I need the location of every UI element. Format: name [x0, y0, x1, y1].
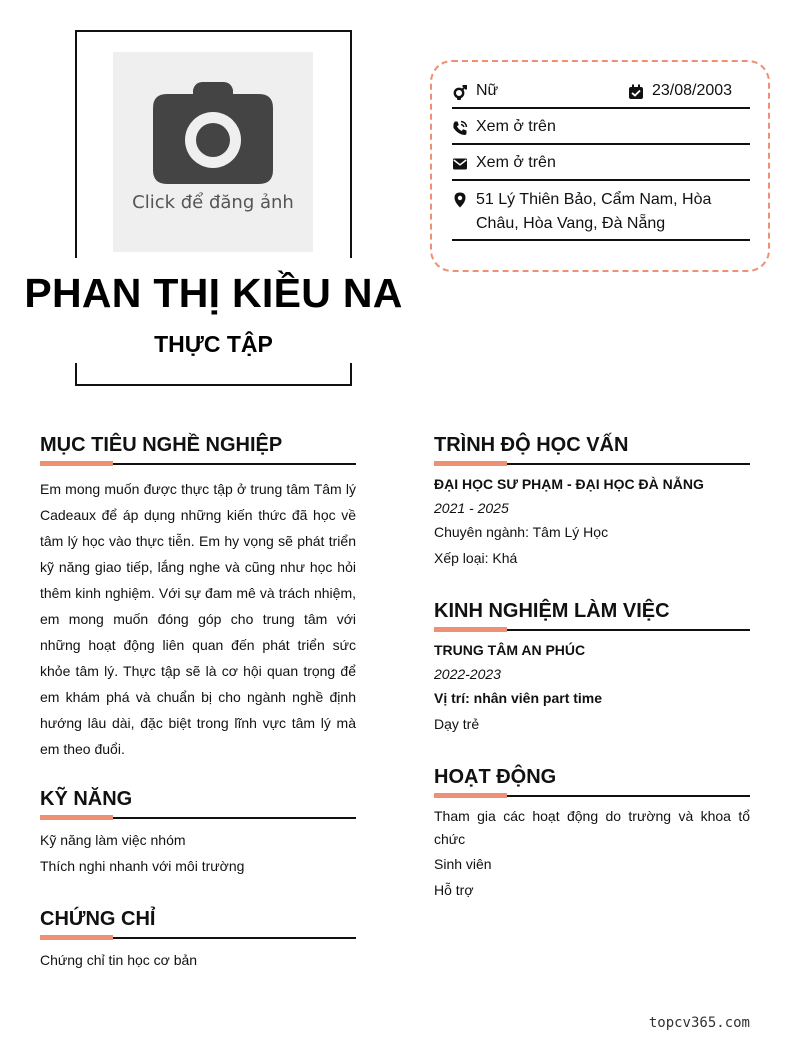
certificates-title: CHỨNG CHỈ — [40, 908, 156, 930]
education-major: Chuyên ngành: Tâm Lý Học — [434, 524, 609, 540]
contact-row-email — [452, 156, 750, 181]
candidate-position: THỰC TẬP — [154, 331, 273, 357]
objective-accent — [40, 461, 113, 466]
phone-value: Xem ở trên — [476, 118, 556, 135]
location-pin-icon — [452, 192, 468, 208]
skill-item: Kỹ năng làm việc nhóm — [40, 832, 186, 848]
objective-text: Em mong muốn được thực tập ở trung tâm Tâm lý Cadeaux để áp dụng những kiến thức đã học về tâm lý học vào thực tiễn. Em hy vọng sẽ phát triển kỹ năng giao tiếp, lắng nghe và cũng như học hỏi thêm kinh nghiệm. Với sự đam mê và trách nhiệm, em mong muốn đóng góp cho trung tâm với những hoạt động liên quan đến phát triển sức khỏe tâm lý. Thực tập sẽ là cơ hội quan trọng để em khám phá và chuẩn bị cho ngành nghề định hướng lâu dài, đặc biệt trong lĩnh vực tâm lý mà em theo đuổi. — [40, 481, 356, 757]
camera-icon — [153, 80, 273, 184]
education-rank: Xếp loại: Khá — [434, 550, 518, 566]
experience-title: KINH NGHIỆM LÀM VIỆC — [434, 600, 670, 622]
activities-title: HOẠT ĐỘNG — [434, 766, 557, 788]
activities-desc: Tham gia các hoạt động do trường và khoa tổ chức — [434, 808, 750, 847]
experience-role: Vị trí: nhân viên part time — [434, 690, 603, 706]
email-icon — [452, 156, 468, 172]
contact-row-phone — [452, 120, 750, 145]
photo-upload[interactable] — [113, 52, 313, 252]
contact-row-address — [452, 192, 750, 241]
calendar-icon — [628, 84, 644, 100]
experience-period: 2022-2023 — [434, 666, 501, 682]
education-school: ĐẠI HỌC SƯ PHẠM - ĐẠI HỌC ĐÀ NẴNG — [434, 476, 704, 492]
phone-icon — [452, 120, 468, 136]
certificate-item: Chứng chỉ tin học cơ bản — [40, 952, 198, 968]
header-frame-bottom — [75, 363, 352, 386]
skills-accent — [40, 815, 113, 820]
experience-company: TRUNG TÂM AN PHÚC — [434, 642, 586, 658]
activities-role: Sinh viên — [434, 856, 492, 872]
gender-icon — [452, 84, 468, 100]
skill-item: Thích nghi nhanh với môi trường — [40, 858, 245, 874]
education-accent — [434, 461, 507, 466]
certificates-accent — [40, 935, 113, 940]
objective-title: MỤC TIÊU NGHỀ NGHIỆP — [40, 434, 283, 456]
candidate-name: PHAN THỊ KIỀU NA — [24, 270, 403, 316]
contact-box — [430, 60, 770, 272]
footer-brand: topcv365.com — [648, 1015, 750, 1031]
experience-accent — [434, 627, 507, 632]
experience-desc: Dạy trẻ — [434, 716, 480, 732]
address-value: 51 Lý Thiên Bảo, Cẩm Nam, Hòa Châu, Hòa Vang, Đà Nẵng — [476, 191, 712, 232]
education-title: TRÌNH ĐỘ HỌC VẤN — [434, 434, 629, 456]
skills-title: KỸ NĂNG — [40, 788, 133, 810]
education-period: 2021 - 2025 — [434, 500, 509, 516]
activities-task: Hỗ trợ — [434, 882, 474, 898]
contact-row-personal — [452, 84, 750, 109]
gender-value: Nữ — [476, 82, 499, 99]
activities-accent — [434, 793, 507, 798]
email-value: Xem ở trên — [476, 154, 556, 171]
dob-value: 23/08/2003 — [652, 82, 733, 99]
photo-upload-label: Click để đăng ảnh — [132, 192, 294, 213]
